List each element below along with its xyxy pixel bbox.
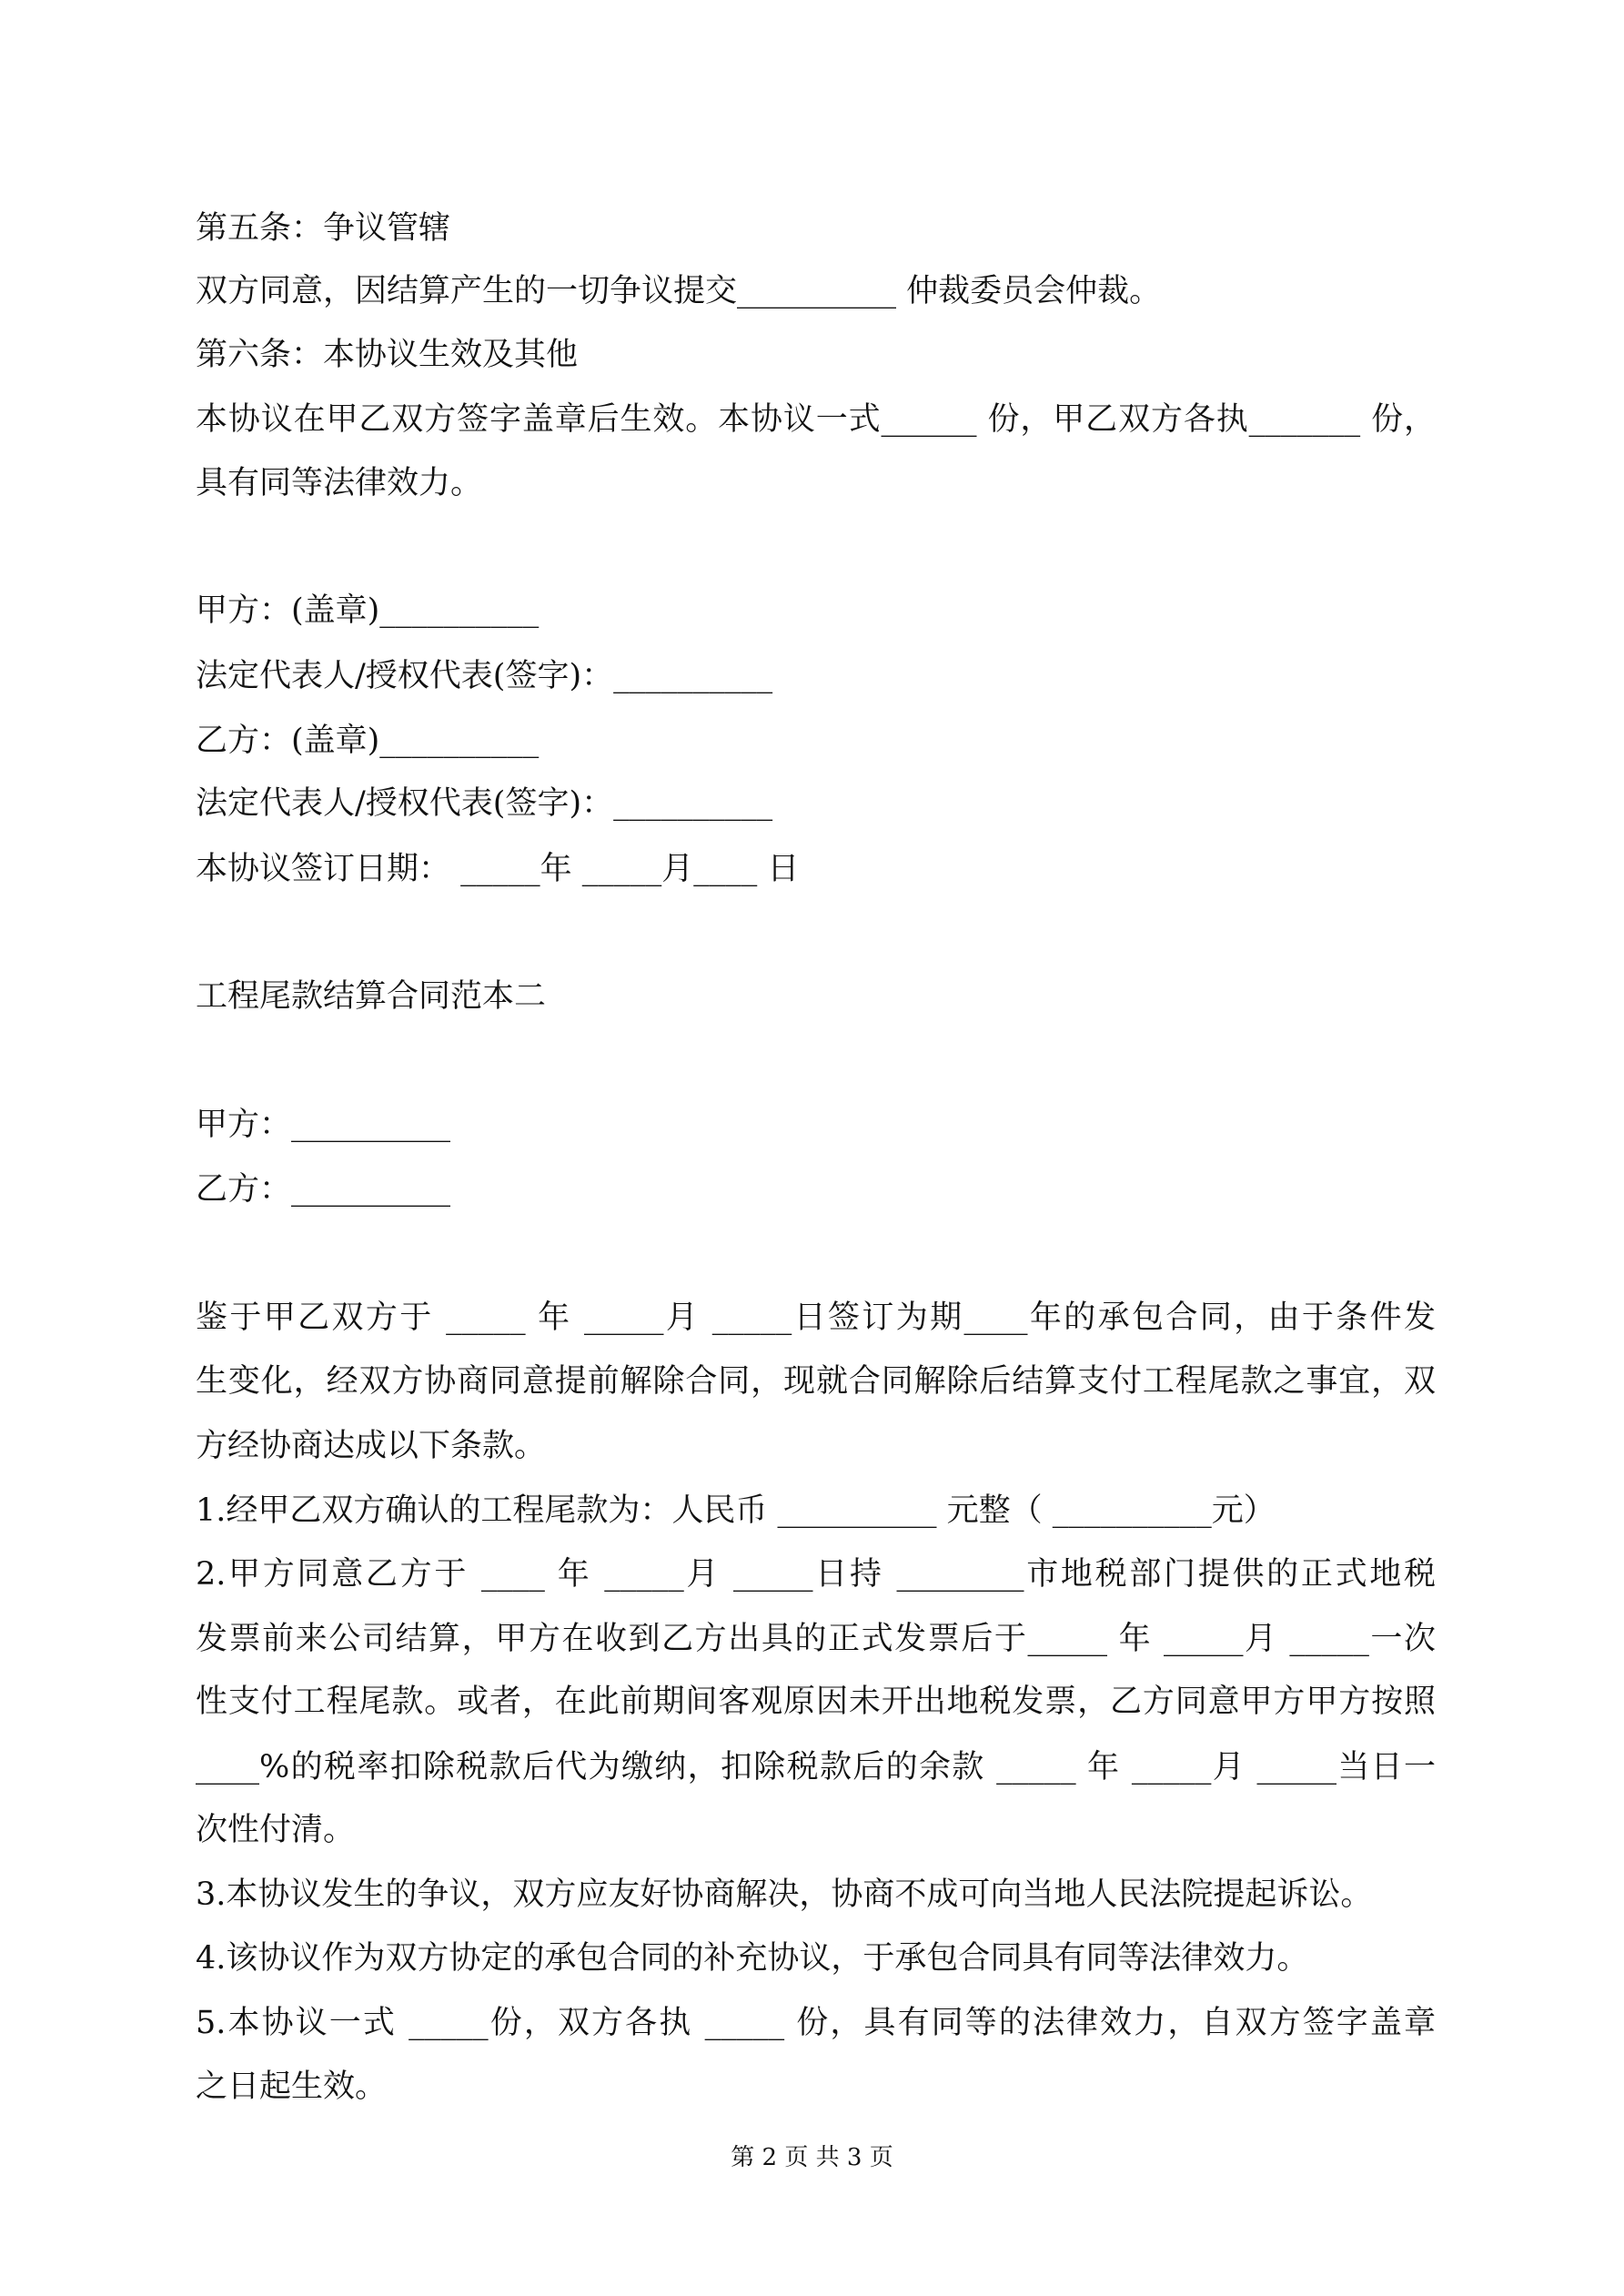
section-title: 工程尾款结算合同范本二: [196, 978, 547, 1015]
clause-5-line-2: 之日起生效。: [196, 2068, 388, 2105]
clause-3: 3.本协议发生的争议，双方应友好协商解决，协商不成可向当地人民法院提起诉讼。: [196, 1876, 1373, 1913]
clause-2-line-4: ____%的税率扣除税款后代为缴纳，扣除税款后的余款 _____ 年 _____月 _____当日一: [196, 1749, 1436, 1785]
clause-2-line-3: 性支付工程尾款。或者，在此前期间客观原因未开出地税发票，乙方同意甲方甲方按照: [196, 1684, 1436, 1720]
clause-2-line-1: 2.甲方同意乙方于 ____ 年 _____月 _____日持 ________市地税部门提供的正式地税: [196, 1556, 1436, 1593]
article-5-text: 双方同意，因结算产生的一切争议提交__________ 仲裁委员会仲裁。: [196, 273, 1162, 309]
signing-date: 本协议签订日期： _____年 _____月____ 日: [196, 851, 800, 887]
party-b-seal: 乙方：(盖章)__________: [196, 723, 540, 759]
preamble-line-2: 生变化，经双方协商同意提前解除合同，现就合同解除后结算支付工程尾款之事宜，双: [196, 1363, 1436, 1400]
clause-2-line-5: 次性付清。: [196, 1812, 356, 1848]
party-b-representative: 法定代表人/授权代表(签字)：__________: [196, 785, 773, 822]
party-a-field: 甲方：__________: [196, 1107, 451, 1143]
party-a-representative: 法定代表人/授权代表(签字)：__________: [196, 658, 773, 694]
article-5-heading: 第五条：争议管辖: [196, 210, 451, 247]
preamble-line-1: 鉴于甲乙双方于 _____ 年 _____月 _____日签订为期____年的承包合同，由于条件发: [196, 1300, 1436, 1336]
page-footer: 第 2 页 共 3 页: [731, 2144, 893, 2171]
article-6-text: 本协议在甲乙双方签字盖章后生效。本协议一式______ 份，甲乙双方各执_______ 份，: [196, 401, 1436, 438]
party-a-seal: 甲方：(盖章)__________: [196, 592, 540, 629]
article-6-heading: 第六条：本协议生效及其他: [196, 337, 579, 373]
preamble-line-3: 方经协商达成以下条款。: [196, 1428, 547, 1464]
clause-1: 1.经甲乙双方确认的工程尾款为：人民币 __________ 元整（ __________元）: [196, 1492, 1276, 1529]
clause-4: 4.该协议作为双方协定的承包合同的补充协议，于承包合同具有同等法律效力。: [196, 1940, 1309, 1977]
article-6-text-cont: 具有同等法律效力。: [196, 465, 483, 501]
party-b-field: 乙方：__________: [196, 1171, 451, 1208]
clause-5-line-1: 5.本协议一式 _____份，双方各执 _____ 份，具有同等的法律效力，自双方签字盖章: [196, 2005, 1436, 2041]
clause-2-line-2: 发票前来公司结算，甲方在收到乙方出具的正式发票后于_____ 年 _____月 _____一次: [196, 1621, 1436, 1657]
